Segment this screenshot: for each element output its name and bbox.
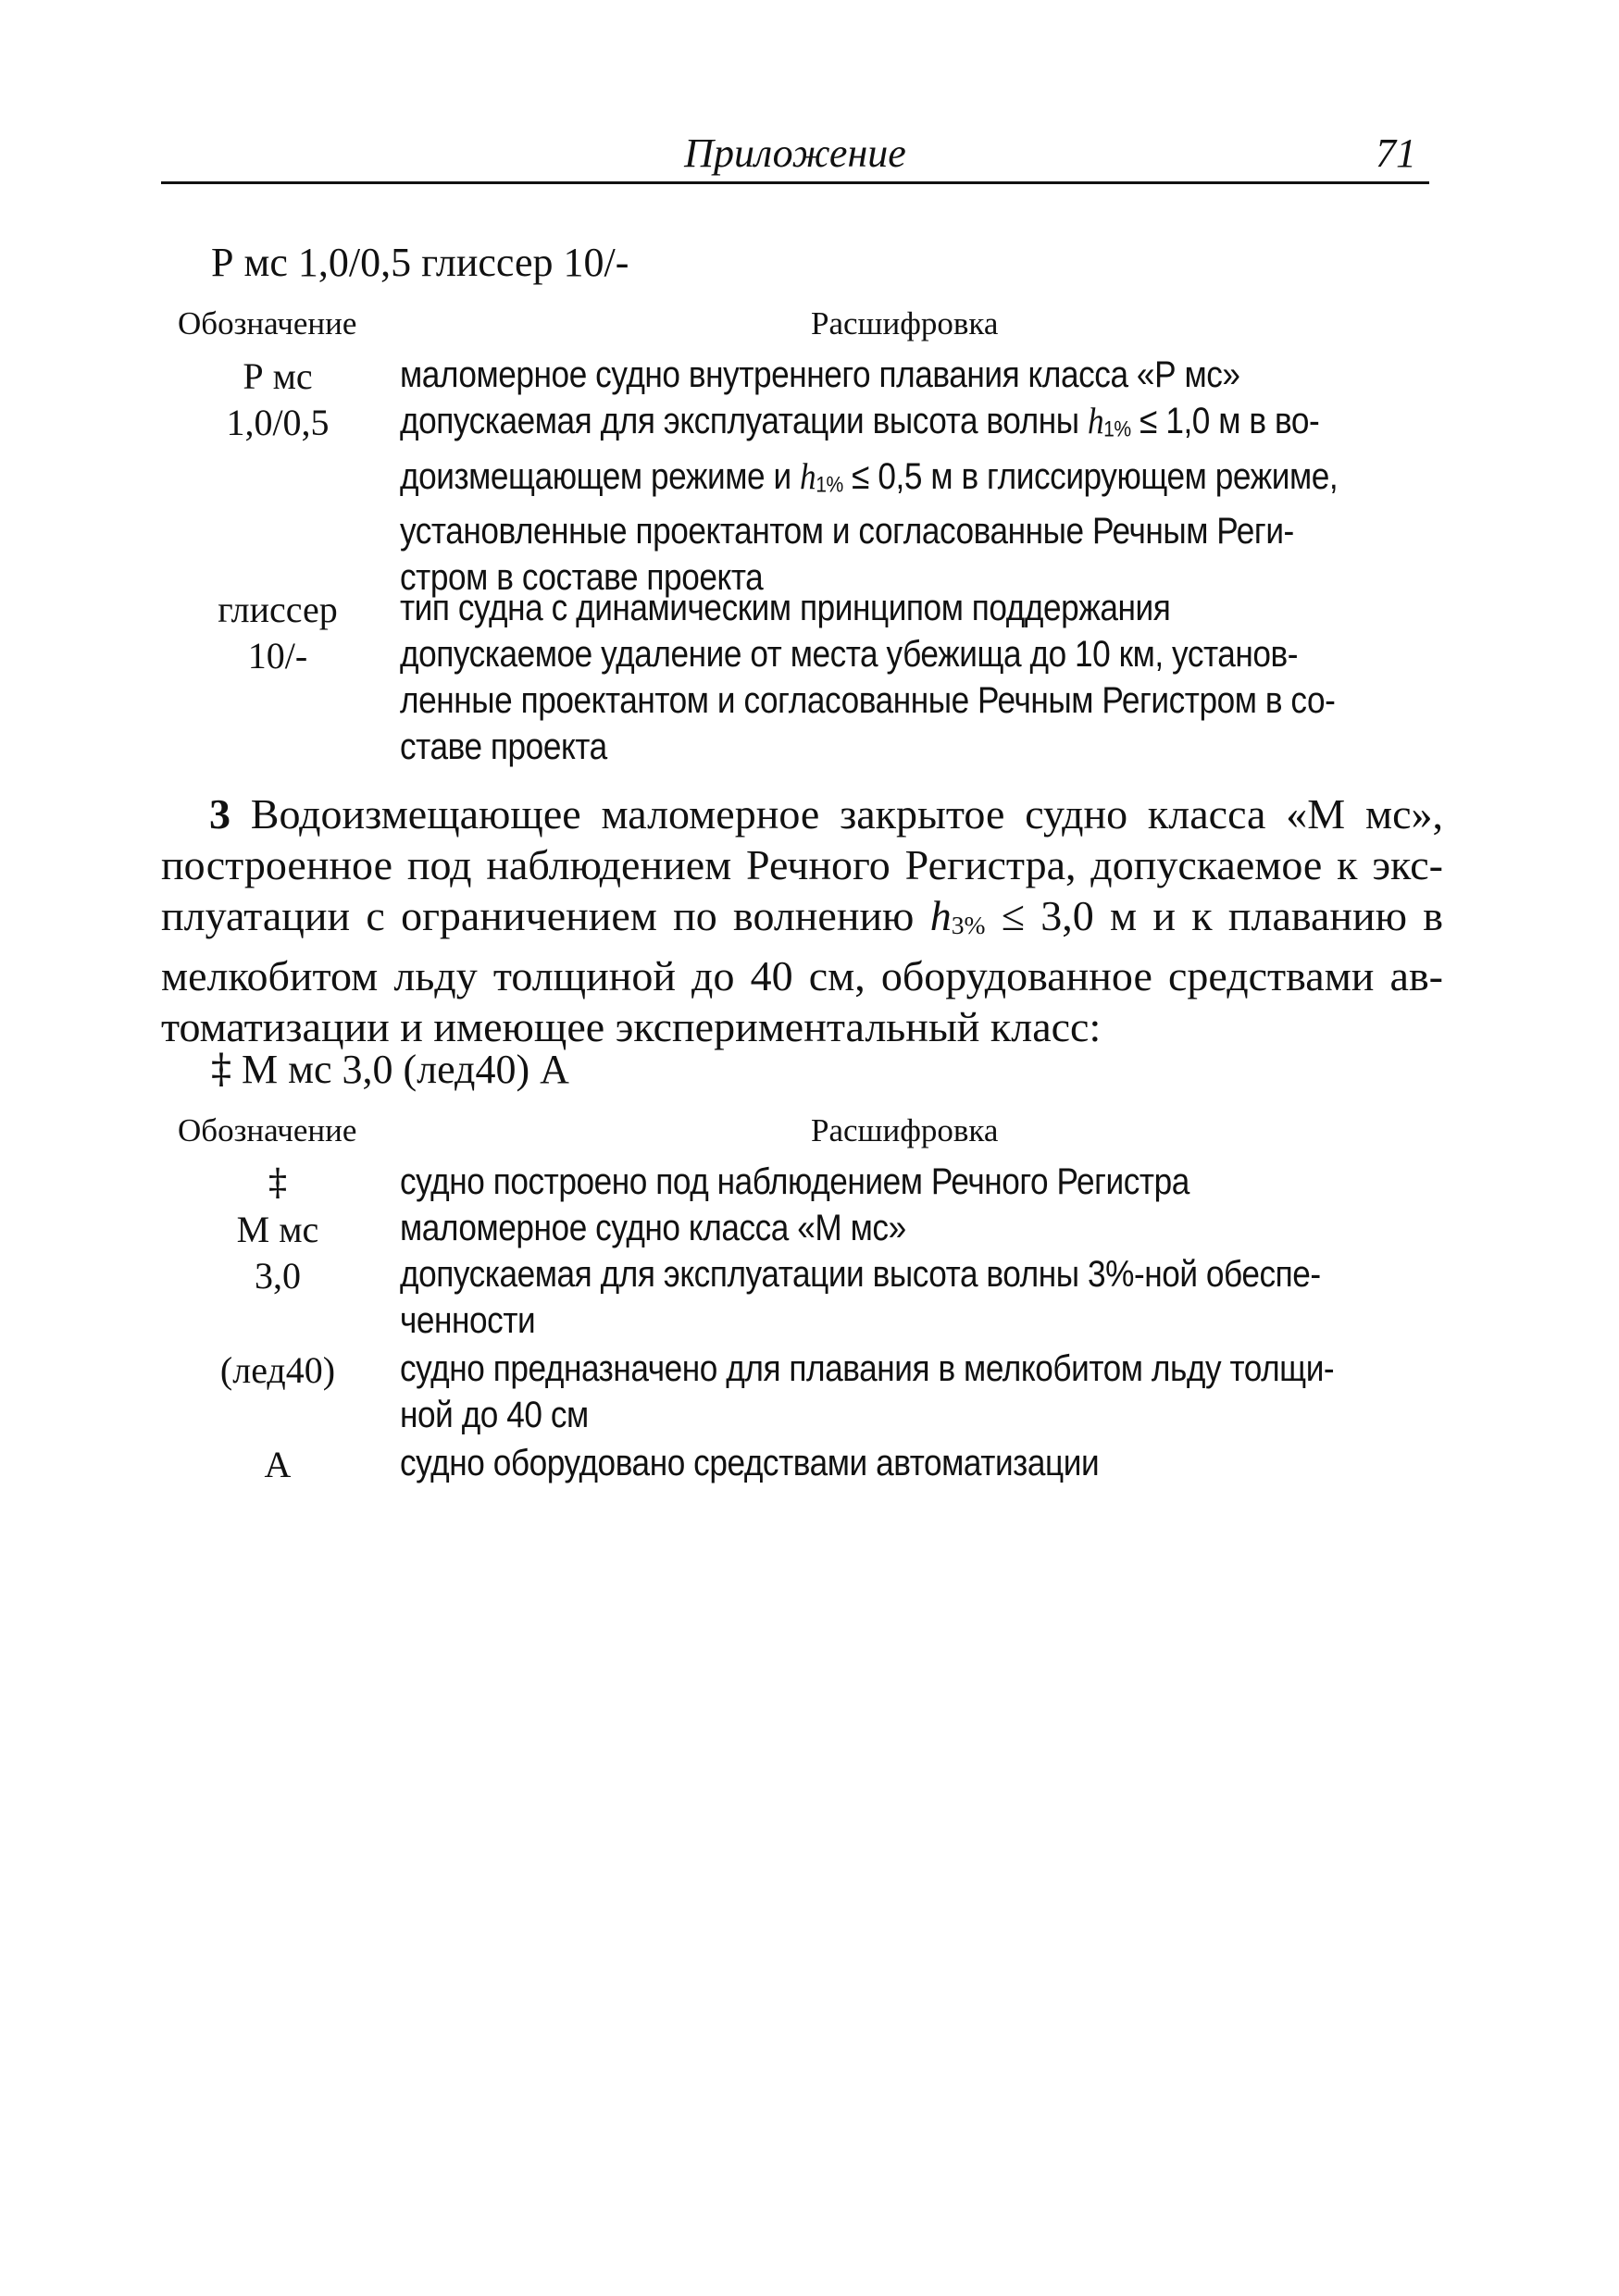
class-formula-1: Р мс 1,0/0,5 глиссер 10/- — [211, 240, 629, 285]
desc-line: стром в составе проекта — [400, 557, 764, 599]
desc-cell — [400, 1251, 1441, 1344]
para-line: построенное под наблюдением Речного Регистра, допускаемое к экс- — [161, 841, 1443, 888]
desc-line: ной до 40 см — [400, 1395, 589, 1435]
column-header-desc: Расшифровка — [811, 1112, 999, 1148]
para-line: мелкобитом льду толщиной до 40 см, оборудованное средствами ав- — [161, 952, 1443, 1000]
para-line: 3 Водоизмещающее маломерное закрытое судно класса «М мс», — [209, 790, 1443, 838]
code-cell: (лед40) — [219, 1349, 336, 1391]
desc-cell: маломерное судно класса «М мс» — [400, 1208, 906, 1248]
desc-cell: судно оборудовано средствами автоматизации — [400, 1443, 1100, 1483]
code-cell: 1,0/0,5 — [226, 402, 330, 443]
desc-cell: тип судна с динамическим принципом поддержания — [400, 588, 1171, 628]
desc-line: установленные проектантом и согласованные Речным Реги- — [400, 511, 1294, 552]
desc-line: доизмещающем режиме и $h_{1\%} \le 0,5$ м в глиссирующем режиме, — [400, 454, 1339, 498]
para-line: томатизации и имеющее экспериментальный класс: — [161, 1003, 1102, 1051]
code-cell: 3,0 — [255, 1255, 301, 1297]
column-header-desc: Расшифровка — [811, 305, 999, 341]
paragraph-number: 3 — [209, 790, 230, 838]
desc-line: допускаемая для эксплуатации высота волны 3%-ной обеспе- — [400, 1254, 1321, 1295]
desc-line: судно предназначено для плавания в мелкобитом льду толщи- — [400, 1348, 1335, 1389]
class-formula-2: ‡ М мс 3,0 (лед40) А — [211, 1046, 569, 1093]
desc-line: ченности — [400, 1300, 536, 1341]
desc-cell: маломерное судно внутреннего плавания класса «Р мс» — [400, 354, 1240, 395]
code-cell: Р мс — [243, 355, 313, 397]
header-title: Приложение — [684, 130, 906, 176]
para-line: плуатации с ограничением по волнению $h_{3\%} \le 3,0$ м и к плаванию в — [161, 892, 1443, 940]
code-cell: ‡ — [268, 1161, 287, 1204]
desc-line: допускаемая для эксплуатации высота волны $h_{1\%} \le 1,0$ м в во- — [400, 400, 1320, 442]
page-header — [161, 128, 1429, 184]
code-cell: М мс — [236, 1209, 319, 1250]
desc-line: ленные проектантом и согласованные Речным Регистром в со- — [400, 680, 1336, 721]
desc-cell — [400, 1346, 1441, 1438]
column-header-code: Обозначение — [178, 1112, 357, 1148]
code-cell: глиссер — [218, 589, 338, 630]
desc-line: допускаемое удаление от места убежища до 10 км, установ- — [400, 634, 1299, 675]
register-symbol: ‡ — [211, 1046, 231, 1093]
desc-cell: судно построено под наблюдением Речного Регистра — [400, 1161, 1189, 1202]
desc-cell — [400, 398, 1441, 601]
page-number: 71 — [1376, 130, 1416, 176]
column-header-code: Обозначение — [178, 305, 357, 341]
paragraph-3 — [161, 788, 1443, 1052]
code-cell: 10/- — [247, 635, 308, 676]
desc-cell — [400, 631, 1441, 770]
code-cell: А — [264, 1444, 292, 1485]
desc-line: ставе проекта — [400, 726, 607, 767]
